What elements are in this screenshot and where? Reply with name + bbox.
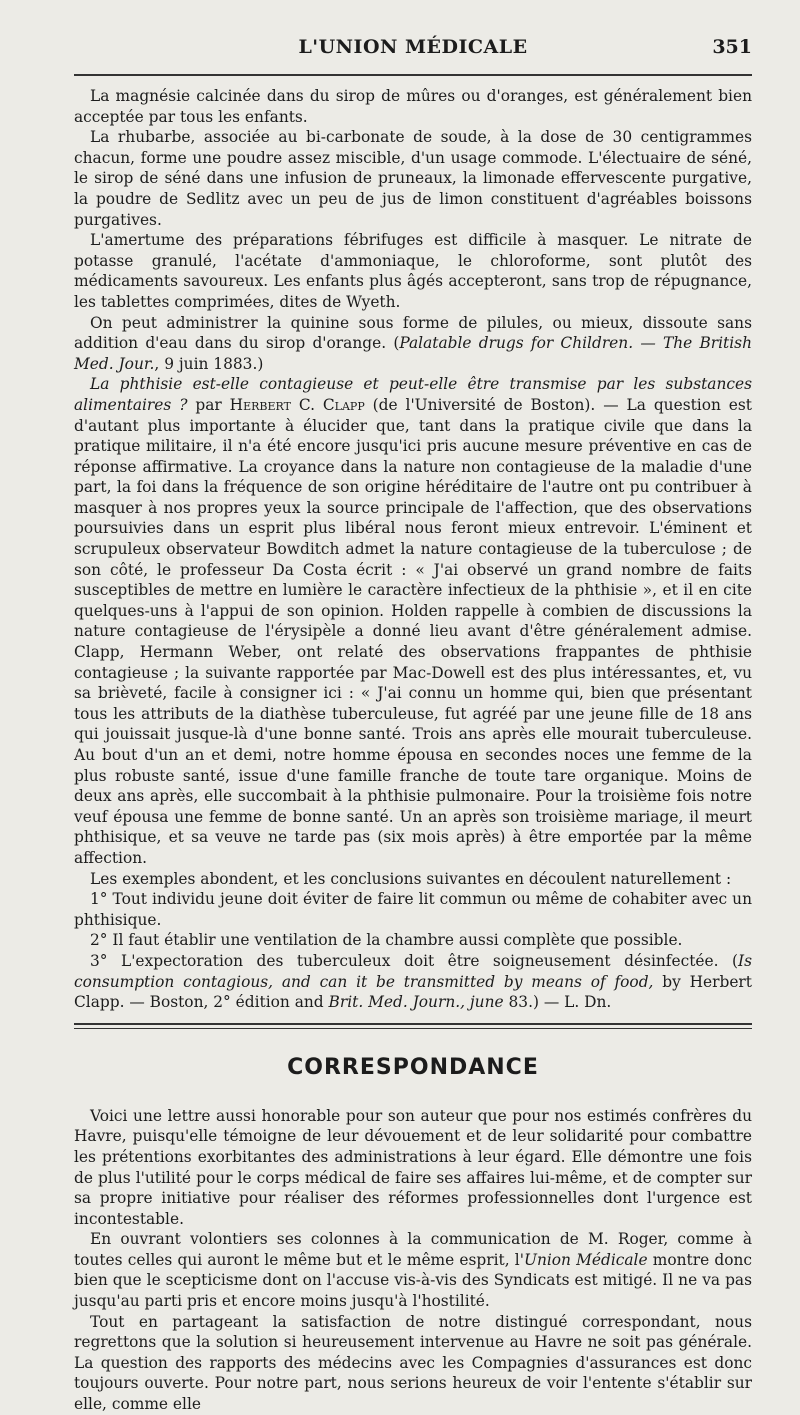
- paragraph: Les exemples abondent, et les conclusions suivantes en découlent naturellement :: [90, 869, 732, 888]
- citation: Palatable drugs for Children. — The British Med. Jour.: [74, 334, 752, 373]
- paragraph: [74, 313, 752, 375]
- citation-signature: 83.) — L. Dn.: [503, 993, 612, 1012]
- conclusion-item: 1° Tout individu jeune doit éviter de faire lit commun ou même de cohabiter avec un phthisique.: [74, 890, 752, 929]
- paragraph: Voici une lettre aussi honorable pour son auteur que pour nos estimés confrères du Havre, puisqu'elle témoigne de leur dévouement et de leur solidarité pour combattre les prétentions exorbitantes des administrations à leur égard. Elle démontre une fois de plus l'utilité pour le corps médical de faire ses affaires lui-même, et de compter sur sa propre initiative pour réaliser des réformes professionnelles dont l'urgence est incontestable.: [74, 1106, 752, 1228]
- correspondance-section: [74, 1106, 752, 1415]
- paragraph: [74, 374, 752, 868]
- paragraph: La rhubarbe, associée au bi-carbonate de soude, à la dose de 30 centigrammes chacun, forme une poudre assez miscible, d'un usage commode. L'électuaire de séné, le sirop de séné dans une infusion de pruneaux, la limonade effervescente purgative, la poudre de Sedlitz avec un peu de jus de limon constituent d'agréables boissons purgatives.: [74, 128, 752, 229]
- paragraph: Tout en partageant la satisfaction de notre distingué correspondant, nous regrettons que la solution si heureusement intervenue au Havre ne soit pas générale. La question des rapports des médecins avec les Compagnies d'assurances est donc toujours ouverte. Pour notre part, nous serions heureux de voir l'entente s'établir sur elle, comme elle: [74, 1312, 752, 1414]
- article-pediatric-medications: [74, 86, 752, 374]
- article-title: La phthisie est-elle contagieuse et peut-elle être transmise par les substances alimentaires ?: [74, 375, 752, 414]
- section-divider: [74, 1023, 752, 1029]
- paragraph-text: montre donc bien que le scepticisme dont on l'accuse vis-à-vis des Syndicats est mitigé. Il ne va pas jusqu'au parti pris et encore moins jusqu'à l'hostilité.: [74, 1250, 753, 1311]
- paragraph-text: (de l'Université de Boston). — La question est d'autant plus importante à élucider que, tant dans la pratique civile que dans la pratique militaire, il n'a été encore jusqu'ici pris aucune mesure préventive en cas de réponse affirmative. La croyance dans la nature non contagieuse de la maladie d'une part, la foi dans la fréquence de son origine héréditaire de l'autre ont pu contribuer à masquer à nos propres yeux la source principale de l'affection, que des observations poursuivies dans un esprit plus libéral nous feront mieux entrevoir. L'éminent et scrupuleux observateur Bowditch admet la nature contagieuse de la tuberculose ; de son côté, le professeur Da Costa écrit : « J'ai observé un grand nombre de faits susceptibles de mettre en lumière le caractère infectieux de la phthisie », et il en cite quelques-uns à l'appui de son opinion. Holden rappelle à combien de discussions la nature contagieuse de l'érysipèle a donné lieu avant d'être généralement admise. Clapp, Hermann Weber, ont relaté des observations frappantes de phthisie contagieuse ; la suivante rapportée par Mac-Dowell est des plus intéressantes, et, vu sa brièveté, facile à consigner ici : « J'ai connu un homme qui, bien que présentant tous les attributs de la diathèse tuberculeuse, fut agréé par une jeune fille de 18 ans qui jouissait jusque-là d'une bonne santé. Trois ans après elle mourait tuberculeuse. Au bout d'un an et demi, notre homme épousa en secondes noces une femme de la plus robuste santé, issue d'une famille franche de toute tare organique. Moins de deux ans après, elle succombait à la phthisie pulmonaire. Pour la troisième fois notre veuf épousa une femme de bonne santé. Un an après son troisième mariage, il meurt phthisique, et sa veuve ne tarde pas (six mois après) à être emportée par la même affection.: [74, 395, 752, 867]
- citation-journal: Brit. Med. Journ., june: [328, 993, 504, 1012]
- byline-connector: par: [187, 395, 230, 414]
- paragraph: L'amertume des préparations fébrifuges est difficile à masquer. Le nitrate de potasse granulé, l'acétate d'ammoniaque, le chloroforme, sont plutôt des médicaments savoureux. Les enfants plus âgés accepteront, sans trop de répugnance, les tablettes comprimées, dites de Wyeth.: [74, 231, 752, 311]
- paragraph-text: On peut administrer la quinine sous forme de pilules, ou mieux, dissoute sans addition d'eau dans du sirop d'orange. (: [74, 313, 752, 353]
- journal-title: L'UNION MÉDICALE: [298, 36, 528, 58]
- conclusion-item: [74, 951, 752, 1013]
- citation-author: by Herbert Clapp. — Boston, 2° édition and: [74, 972, 752, 1012]
- citation: Is consumption contagious, and can it be transmitted by means of food,: [74, 951, 752, 991]
- header-rule: [74, 74, 752, 76]
- paragraph-text: 3° L'expectoration des tuberculeux doit être soigneusement désinfectée. (: [90, 951, 739, 970]
- author-name: Herbert C. Clapp: [229, 395, 365, 414]
- page-number: 351: [712, 36, 752, 58]
- paragraph-text: En ouvrant volontiers ses colonnes à la communication de M. Roger, comme à toutes celles qui auront le même but et le même esprit, l': [74, 1230, 752, 1269]
- paragraph: La magnésie calcinée dans du sirop de mûres ou d'oranges, est généralement bien acceptée par tous les enfants.: [74, 87, 752, 126]
- section-heading: CORRESPONDANCE: [287, 1054, 539, 1080]
- journal-name: Union Médicale: [523, 1250, 648, 1269]
- paragraph: [74, 1229, 752, 1311]
- citation-date: , 9 juin 1883.): [154, 354, 264, 373]
- article-phthisis-contagion: [74, 374, 752, 1012]
- conclusion-item: 2° Il faut établir une ventilation de la chambre aussi complète que possible.: [90, 931, 683, 950]
- running-header: [74, 36, 752, 66]
